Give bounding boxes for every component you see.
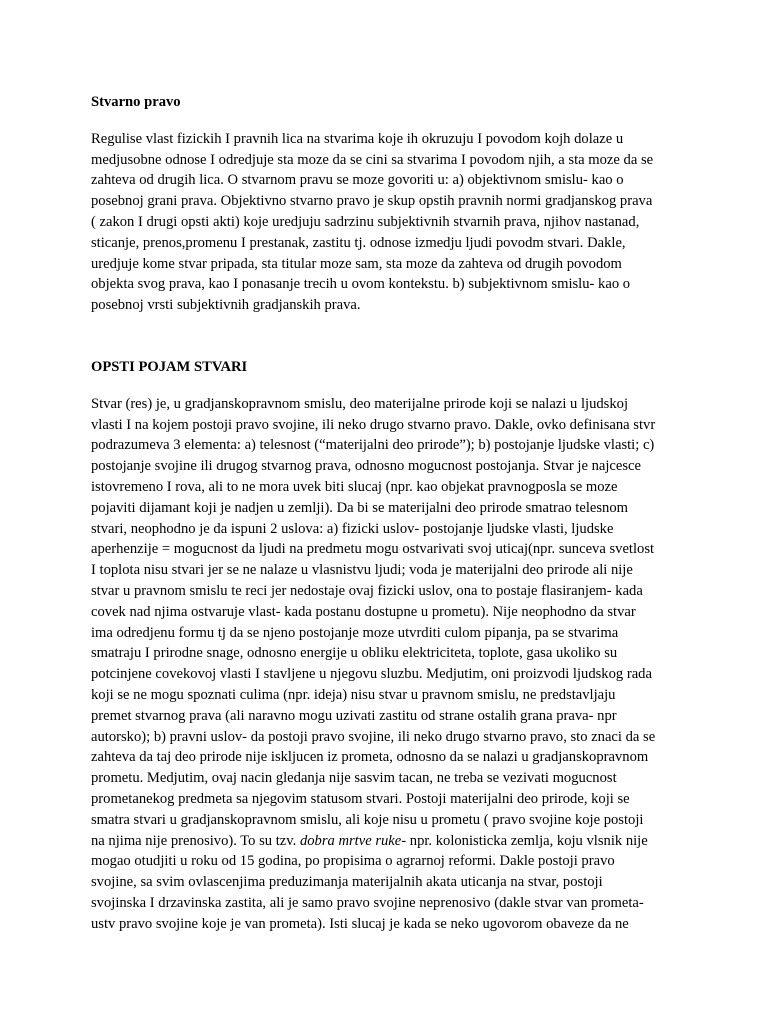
text-fragment: - npr. kolonisticka zemlja, koju vlsnik nije (401, 832, 648, 849)
text-line: smatraju I prirodne snage, odnosno energije u obliku elektriciteta, toplote, gasa ukoliko su (91, 645, 618, 662)
text-line: I toplota nisu stvari jer se ne nalaze u vlasnistvu ljudi; voda je materijalni deo prirode ali nije (91, 562, 633, 579)
text-line: prometanekog predmeta sa njegovim statusom stvari. Postoji materijalni deo prirode, koji se (91, 790, 630, 807)
text-line: Regulise vlast fizickih I pravnih lica na stvarima koje ih okruzuju I povodom kojh dolaze u (91, 130, 624, 147)
italic-term: dobra mrtve ruke (299, 832, 402, 849)
text-line: potcinjene covekovoj vlasti I stavljene u njegovu sluzbu. Medjutim, oni proizvodi ljudskog rada (91, 666, 652, 683)
text-line: mogao otudjiti u roku od 15 godina, po propisima o agrarnoj reformi. Dakle postoji pravo (91, 853, 615, 870)
paragraph-opsti-pojam-stvari (91, 394, 681, 935)
text-line: sticanje, prenos,promenu I prestanak, zastitu tj. odnose izmedju ljudi povodm stvari. Dakle, (91, 234, 626, 251)
text-line: zahteva da taj deo prirode nije iskljucen iz prometa, odnosno da se nalazi u gradjanskopravnom (91, 749, 649, 766)
text-line: premet stvarnog prava (ali naravno mogu uzivati zastitu od strane ostalih grana prava- npr (91, 707, 617, 724)
text-line: zahteva od drugih lica. O stvarnom pravu se moze govoriti u: a) objektivnom smislu- kao o (91, 172, 624, 189)
text-line: ima odredjenu formu tj da se njeno postojanje moze utvrditi culom pipanja, pa se stvarima (91, 624, 619, 641)
text-line: pojaviti dijamant koji je nadjen u zemlji). Da bi se materijalni deo prirode smatrao telesnom (91, 499, 628, 516)
paragraph-stvarno-pravo (91, 129, 681, 316)
text-fragment: na njima nije prenosivo). To su tzv. (91, 832, 300, 849)
text-line: smatra stvari u gradjanskopravnom smislu, ali koje nisu u prometu ( pravo svojine koje postoji (91, 811, 644, 828)
text-line: aperhenzije = mogucnost da ljudi na predmetu mogu ostvarivati svoj uticaj(npr. sunceva svetlost (91, 541, 655, 558)
text-line: vlasti I na kojem postoji pravo svojine, ili neko drugo stvarno pravo. Dakle, ovko definisana stvr (91, 416, 656, 433)
text-line: covek nad njima ostvaruje vlast- kada postanu dostupne u prometu). Nije neophodno da stvar (91, 603, 636, 620)
text-line: stvar u pravnom smislu te reci jer nedostaje ovaj fizicki uslov, ona to postaje flasiranjem- kada (91, 582, 643, 599)
text-line: uredjuje kome stvar pripada, sta titular moze sam, sta moze da zahteva od drugih povodom (91, 255, 622, 272)
text-line: Stvar (res) je, u gradjanskopravnom smislu, deo materijalne prirode koji se nalazi u ljudskoj (91, 395, 628, 412)
text-line: objekta svog prava, kao I ponasanje trecih u ovom kontekstu. b) subjektivnom smislu- kao o (91, 276, 631, 293)
section-heading-opsti-pojam-stvari: OPSTI POJAM STVARI (91, 358, 248, 375)
text-line: posebnoj vrsti subjektivnih gradjanskih prava. (91, 297, 361, 314)
text-line: svojine, sa svim ovlascenjima preduzimanja materijalnih akata uticanja na stvar, postoji (91, 874, 603, 891)
text-line: svojinska I drzavinska zastita, ali je samo pravo svojine neprenosivo (dakle stvar van prometa- (91, 894, 644, 911)
text-line: medjusobne odnose I odredjuje sta moze da se cini sa stvarima I povodom njih, a sta moze da se (91, 151, 654, 168)
document-page (91, 92, 681, 934)
text-line: istovremeno I rova, ali to ne mora uvek biti slucaj (npr. kao objekat pravnogposla se moze (91, 478, 618, 495)
text-line: stvari, neophodno je da ispuni 2 uslova: a) fizicki uslov- postojanje ljudske vlasti, ljudske (91, 520, 614, 537)
text-line: podrazumeva 3 elementa: a) telesnost (“materijalni deo prirode”); b) postojanje ljudske vlasti; c) (91, 437, 655, 454)
text-line: posebnoj grani prava. Objektivno stvarno pravo je skup opstih pravnih normi gradjanskog prava (91, 193, 653, 210)
text-line: postojanje svojine ili drugog stvarnog prava, odnosno mogucnost postojanja. Stvar je najcesce (91, 458, 641, 475)
section-heading-stvarno-pravo: Stvarno pravo (91, 94, 181, 110)
text-line: prometu. Medjutim, ovaj nacin gledanja nije sasvim tacan, ne treba se vezivati mogucnost (91, 770, 617, 787)
text-line (91, 831, 681, 852)
text-line: autorsko); b) pravni uslov- da postoji pravo svojine, ili neko drugo stvarno pravo, sto znaci da se (91, 728, 656, 745)
text-line: ustv pravo svojine koje je van prometa). Isti slucaj je kada se neko ugovorom obaveze da ne (91, 915, 629, 932)
text-line: koji se ne mogu spoznati culima (npr. ideja) nisu stvar u pravnom smislu, ne predstavljaju (91, 686, 616, 703)
text-line: ( zakon I drugi opsti akti) koje uredjuju sadrzinu subjektivnih stvarnih prava, njihov nastanad, (91, 213, 640, 230)
